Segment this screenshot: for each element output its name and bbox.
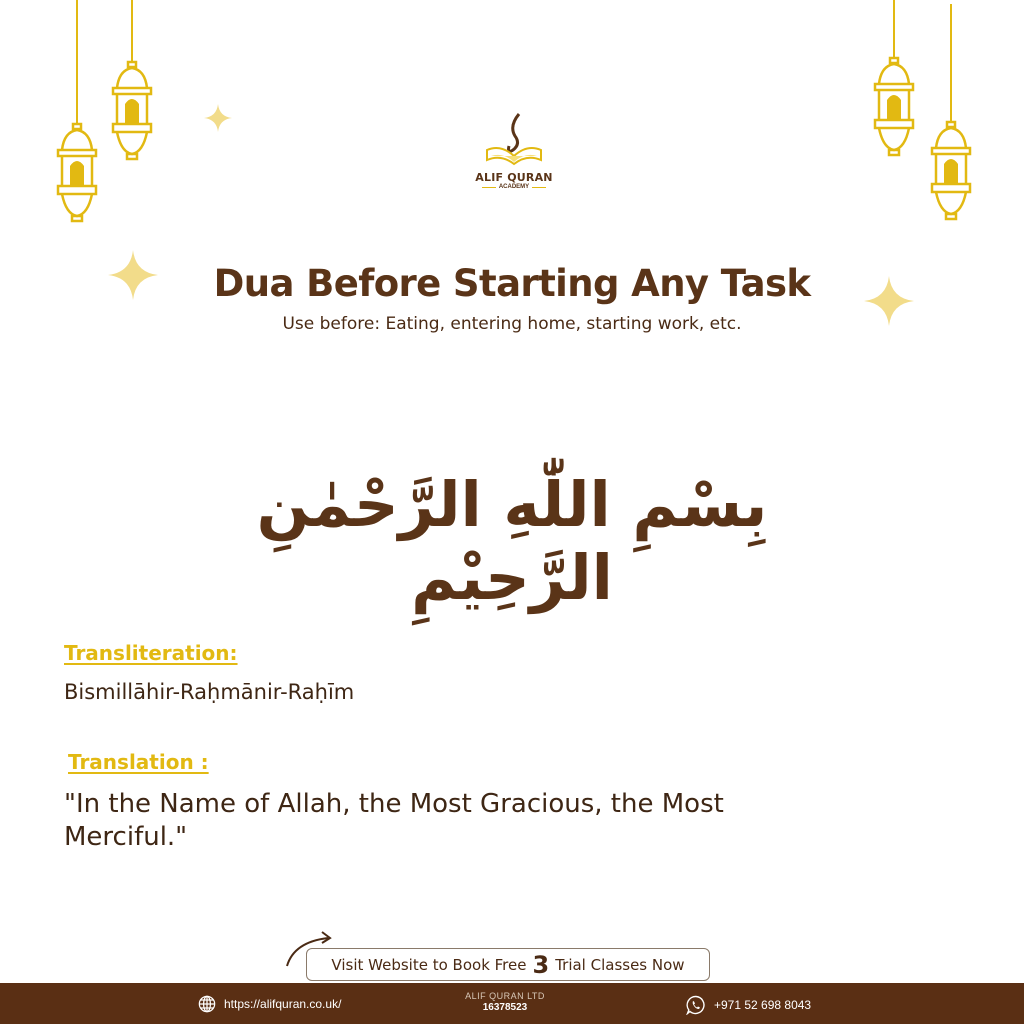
phone-number: +971 52 698 8043: [714, 998, 812, 1012]
company-info: [452, 991, 558, 1013]
academy-logo: [472, 112, 556, 190]
lantern-decoration-left-2: [111, 0, 155, 162]
company-number: 16378523: [482, 1002, 528, 1013]
lantern-icon: [111, 0, 155, 162]
globe-icon: [198, 995, 216, 1013]
translation-label: Translation :: [68, 750, 209, 774]
cta-suffix: Trial Classes Now: [555, 955, 685, 974]
logo-name: ALIF QURAN: [475, 171, 553, 184]
lantern-icon: [930, 0, 974, 224]
quran-book-icon: [479, 112, 549, 168]
whatsapp-icon: [686, 995, 706, 1015]
company-name: ALIF QURAN LTD: [465, 991, 545, 1001]
lantern-decoration-left-1: [56, 0, 100, 224]
lantern-decoration-right-1: [873, 0, 917, 162]
book-trial-button[interactable]: [306, 948, 710, 981]
logo-subtitle: ACADEMY: [472, 184, 556, 190]
page-subtitle: Use before: Eating, entering home, starting work, etc.: [282, 314, 742, 334]
transliteration-text: Bismillāhir-Raḥmānir-Raḥīm: [64, 680, 355, 704]
cta-prefix: Visit Website to Book Free: [331, 955, 527, 974]
lantern-icon: [56, 0, 100, 224]
website-url: https://alifquran.co.uk/: [224, 997, 342, 1011]
phone-link[interactable]: [686, 995, 811, 1015]
cta-number: 3: [532, 950, 550, 979]
arabic-dua-text: بِسْمِ اللّٰهِ الرَّحْمٰنِ الرَّحِيْمِ: [256, 468, 768, 614]
page-title: Dua Before Starting Any Task: [213, 262, 811, 305]
lantern-icon: [873, 0, 917, 162]
lantern-decoration-right-2: [930, 0, 974, 224]
sparkle-icon: [204, 104, 232, 132]
website-link[interactable]: [198, 995, 341, 1013]
translation-text: "In the Name of Allah, the Most Gracious, the Most Merciful.": [64, 789, 724, 852]
footer-bar: [0, 983, 1024, 1024]
transliteration-label: Transliteration:: [64, 641, 238, 665]
